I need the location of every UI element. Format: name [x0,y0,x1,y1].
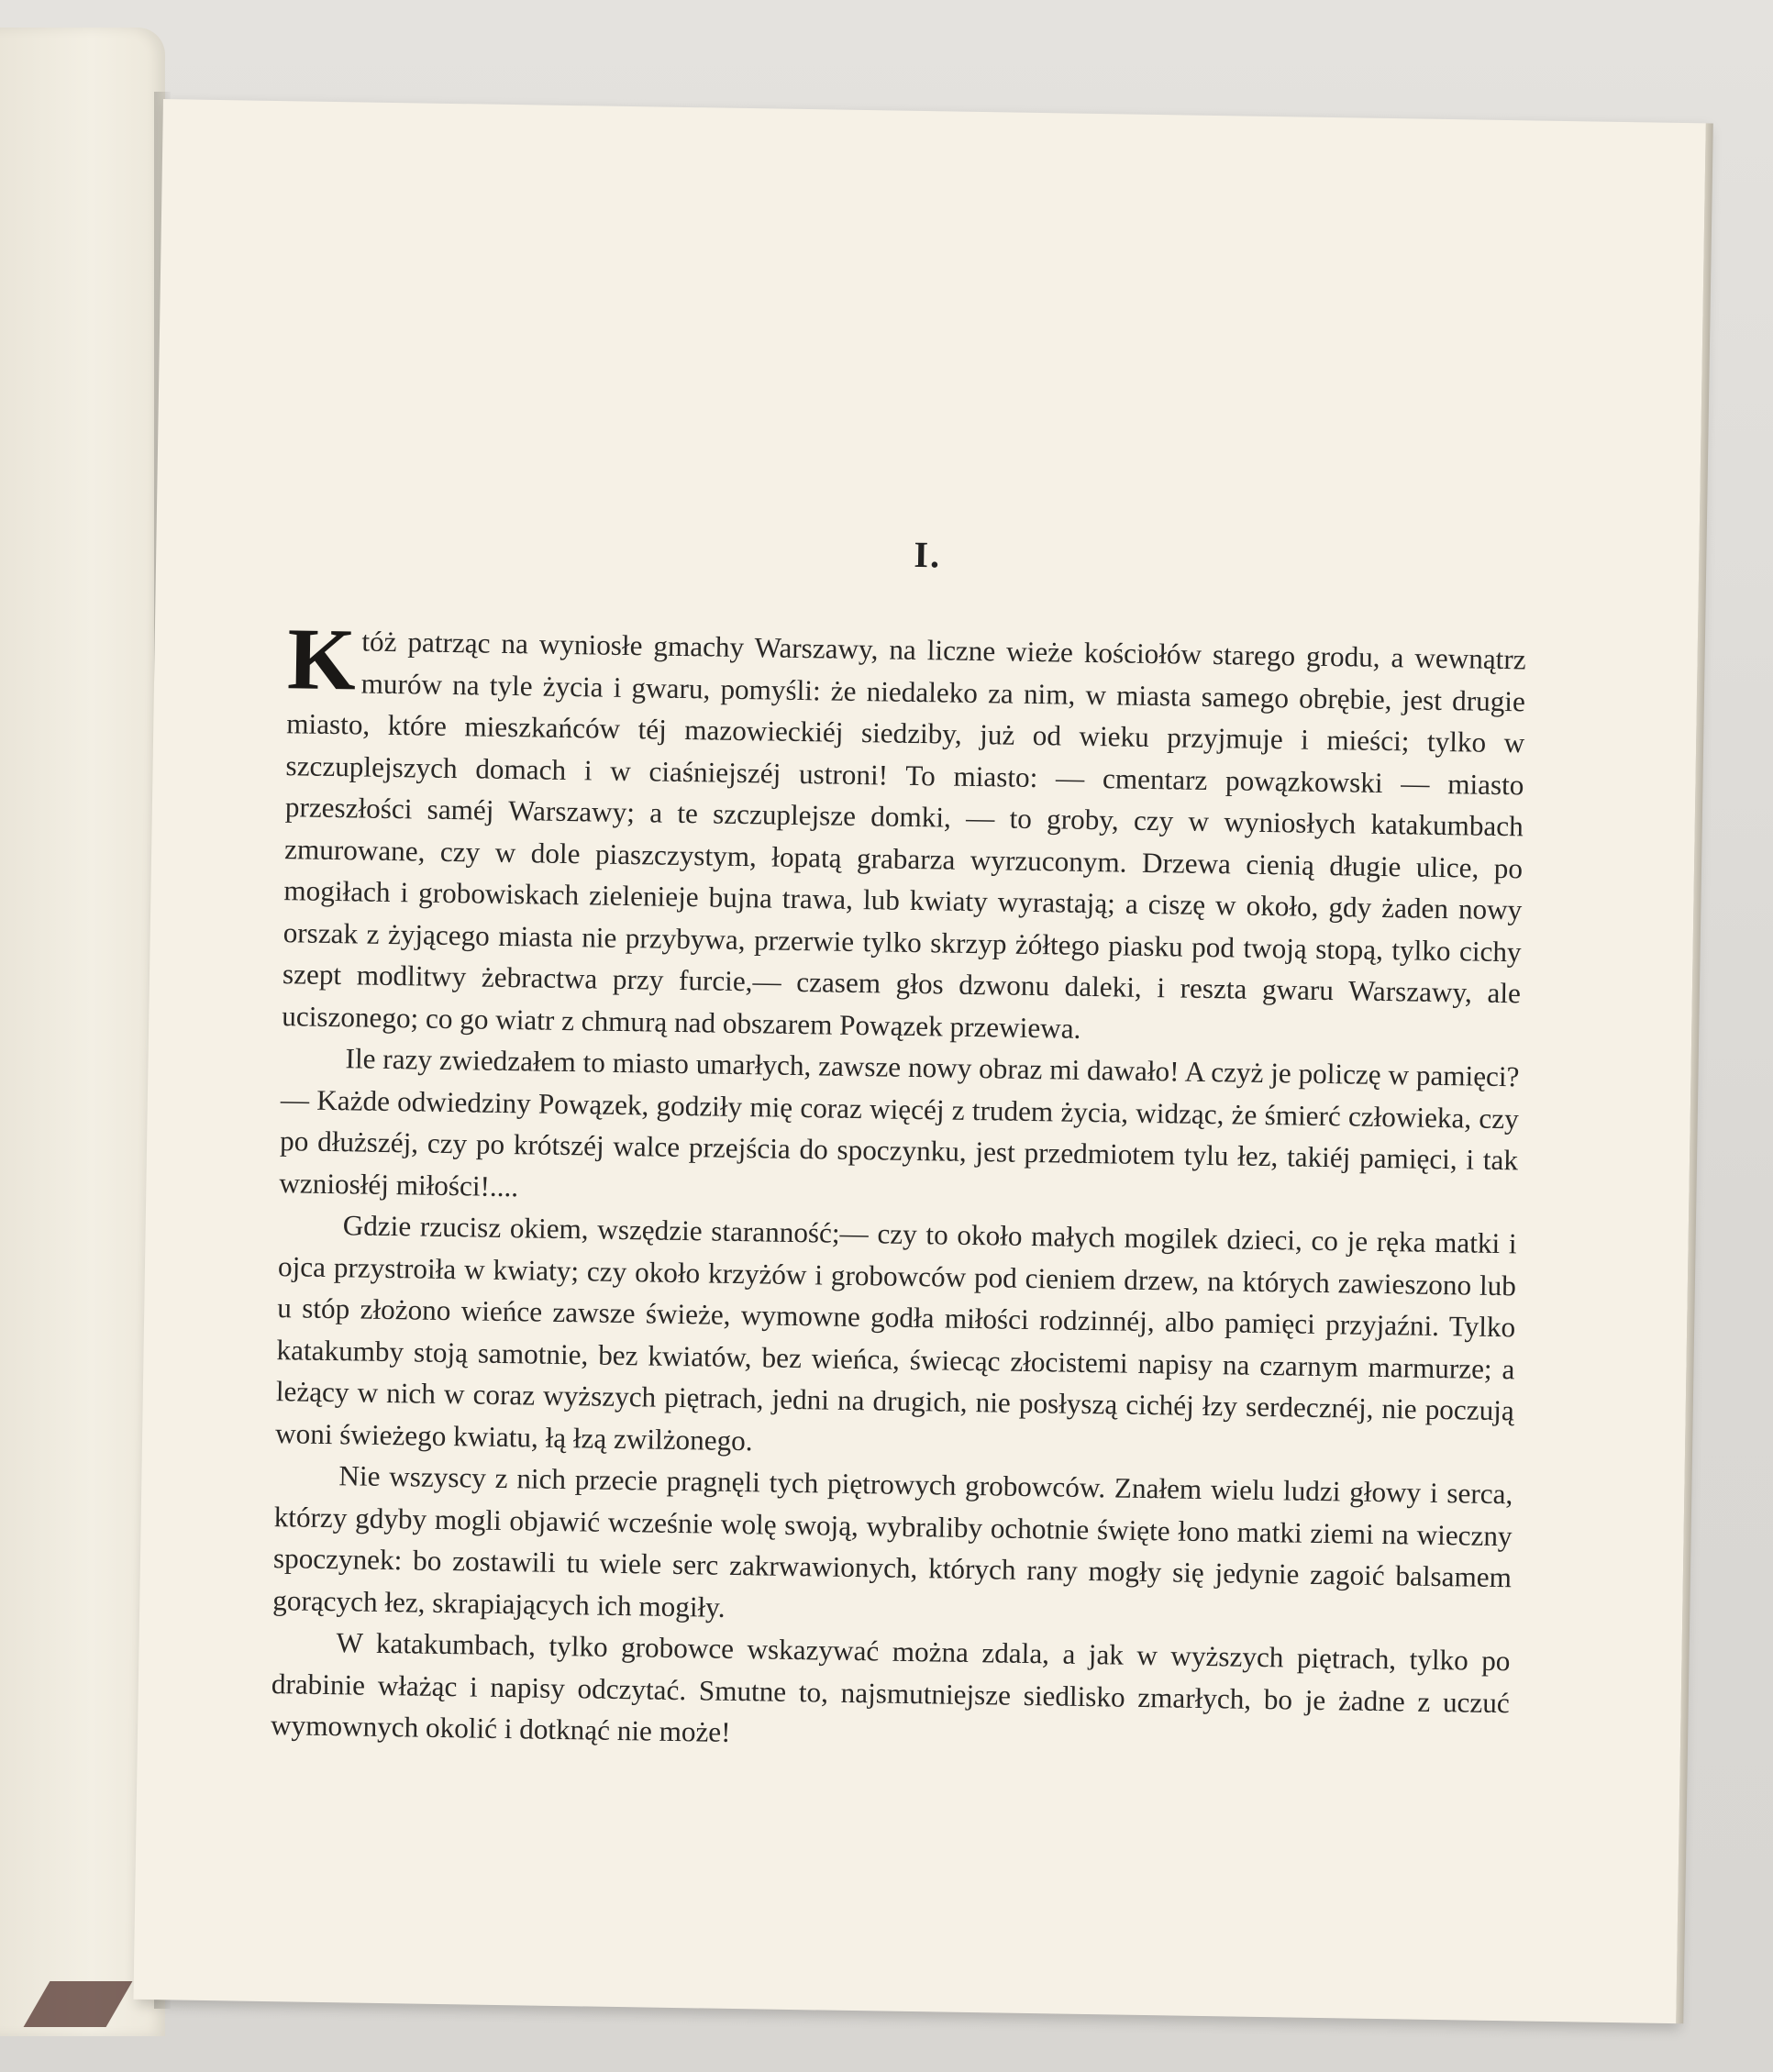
paragraph-1 [282,609,1526,1056]
body-text [270,609,1526,1766]
chapter-heading: I. [914,533,942,576]
drop-cap: K [286,609,357,709]
paragraph-3: Gdzie rzucisz okiem, wszędzie staranność;— czy to około małych mogilek dzieci, co je ręka matki i ojca przystroiła w kwiaty; czy około krzyżów i grobowców pod cieniem drzew, na których zawieszono lub u stóp złożono wieńce zawsze świeże, wymowne godła miłości rodzinnéj, albo pamięci przyjaźni. Tylko katakumby stoją samotnie, bez kwiatów, bez wieńca, świecąc złocistemi napisy na czarnym marmurze; a leżący w nich w coraz wyższych piętrach, jedni na drugich, nie posłyszą cichéj łzy serdecznéj, nie poczują woni świeżego kwiatu, łą łzą zwilżonego. [274,1209,1517,1457]
book-page [133,99,1705,2023]
paragraph-4: Nie wszyscy z nich przecie pragnęli tych piętrowych grobowców. Znałem wielu ludzi głowy i serca, którzy gdyby mogli objawić wcześnie wolę swoją, wybraliby ochotnie święte łono matki ziemi na wieczny spoczynek: bo zostawili tu wiele serc zakrwawionych, których rany mogły się jedynie zagoić balsamem gorących łez, skrapiających ich mogiły. [272,1459,1513,1623]
paragraph-5: W katakumbach, tylko grobowce wskazywać można zdala, a jak w wyższych piętrach, tylko po drabinie włażąc i napisy odczytać. Smutne to, najsmutniejsze siedlisko zmarłych, bo je żadne z uczuć wymownych okolić i dotknąć nie może! [270,1626,1511,1748]
paragraph-1-text: tóż patrząc na wyniosłe gmachy Warszawy, na liczne wieże kościołów starego grodu, a wewnątrz murów na tyle życia i gwaru, pomyśli: że niedaleko za nim, w miasta samego obrębie, jest drugie miasto, które mieszkańców téj mazowieckiéj siedziby, już od wieku przyjmuje i mieści; tylko w szczuplejszych domach i w ciaśniejszéj ustroni! To miasto: — cmentarz powązkowski — miasto przeszłości saméj Warszawy; a te szczuplejsze domki, — to groby, czy w wyniosłych katakumbach zmurowane, czy w dole piaszczystym, łopatą grabarza wyrzuconym. Drzewa cienią długie ulice, po mogiłach i grobowiskach zieleniеje bujna trawa, lub kwiaty wyrastają; a ciszę w około, gdy żaden nowy orszak z żyjącego miasta nie przybywa, przerwie tylko skrzyp żółtego piasku pod twoją stopą, tylko cichy szept modlitwy żebractwa przy furcie,— czasem głos dzwonu daleki, i reszta gwaru Warszawy, ale uciszonego; co go wiatr z chmurą nad obszarem Powązek przewiewa. [282,625,1526,1045]
paragraph-2: Ile razy zwiedzałem to miasto umarłych, zawsze nowy obraz mi dawało! A czyż je policzę w pamięci? — Każde odwiedziny Powązek, godziły mię coraz więcéj z trudem życia, widząc, że śmierć człowieka, czy po dłuższéj, czy po krótszéj walce przejścia do spoczynku, jest przedmiotem tylu łez, takiéj pamięci, i tak wzniosłéj miłości!.... [279,1042,1520,1202]
